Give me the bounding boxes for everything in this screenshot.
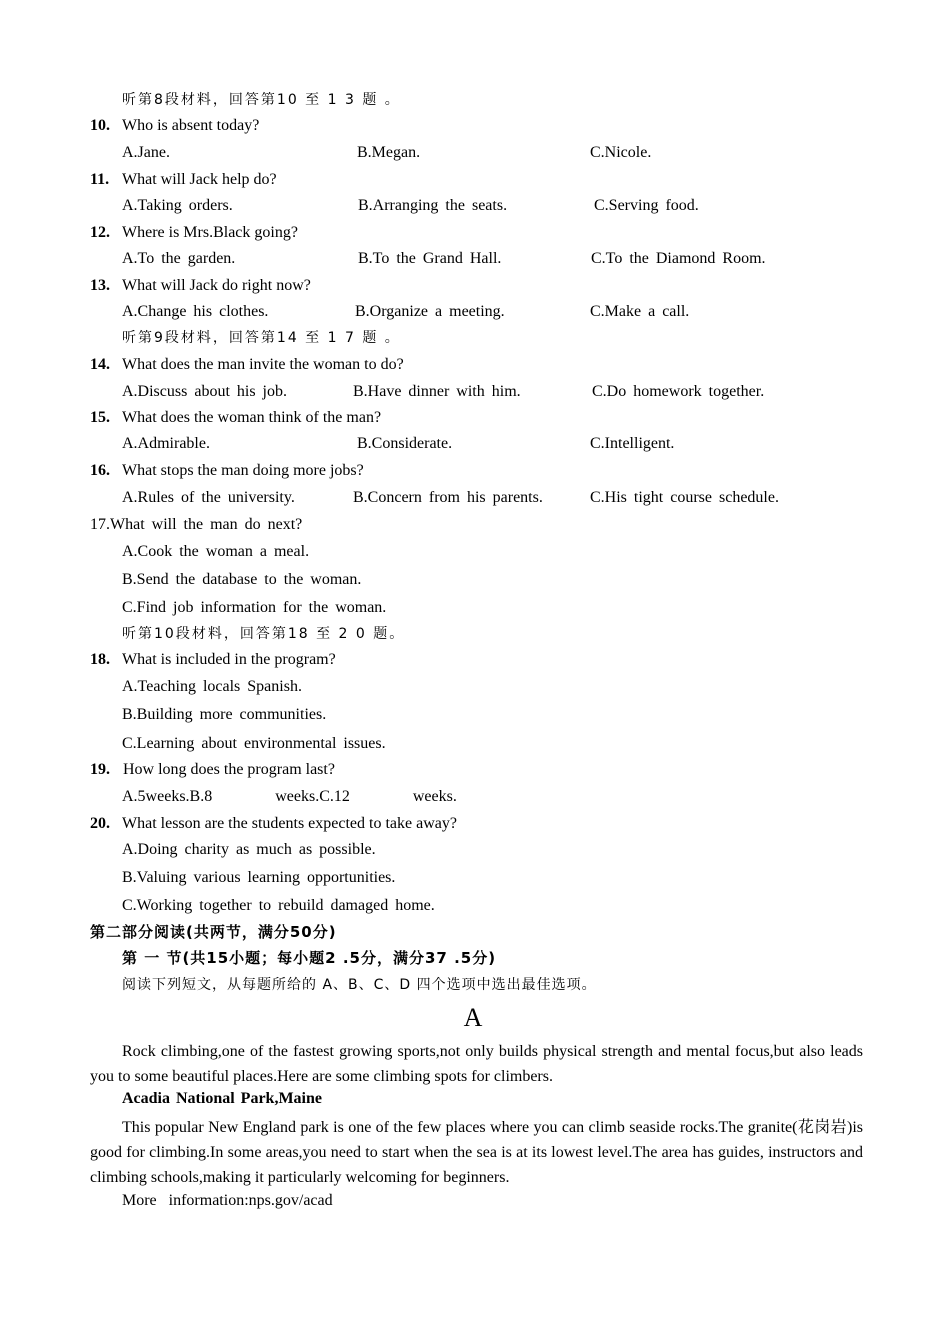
section-10-intro: 听第10段材料，回答第18 至 2 0 题。 [122,626,406,642]
question-text: What stops the man doing more jobs? [122,462,364,479]
option-a[interactable]: A.To the garden. [122,250,236,267]
question-number: 20. [90,815,110,832]
question-12 [90,223,298,243]
option-b[interactable]: B.Concern from his parents. [353,489,543,506]
question-13 [90,276,311,296]
question-number: 18. [90,651,110,668]
spot-paragraph [90,1115,863,1190]
option-c[interactable]: C.Intelligent. [590,435,675,452]
question-15 [90,408,382,428]
option-b[interactable]: B.Considerate. [357,435,453,452]
intro-paragraph-text: Rock climbing,one of the fastest growing sports,not only builds physical strength and mental focus,but also leads you to some beautiful places.Here are some climbing spots for climbers. [90,1043,863,1085]
section-8-intro: 听第8段材料，回答第10 至 1 3 题 。 [122,92,401,108]
question-number: 10. [90,117,110,134]
section-9-intro: 听第9段材料，回答第14 至 1 7 题 。 [122,330,401,346]
question-number: 12. [90,224,110,241]
option-b[interactable]: B.Building more communities. [122,706,327,723]
more-info: More information:nps.gov/acad [122,1192,333,1209]
question-text: What will Jack help do? [122,171,277,188]
option-c[interactable]: C.Make a call. [590,303,690,320]
option-a[interactable]: A.Change his clothes. [122,303,269,320]
question-number: 19. [90,761,110,778]
option-c[interactable]: C.To the Diamond Room. [591,250,766,267]
option-c[interactable]: C.Find job information for the woman. [122,599,387,616]
question-text: Who is absent today? [122,117,260,134]
question-11 [90,170,277,190]
option-b[interactable]: B.Have dinner with him. [353,383,521,400]
question-number: 11. [90,171,110,188]
question-17 [90,515,302,535]
reading-part-title: 第二部分阅读(共两节，满分50分) [90,923,337,941]
question-10 [90,116,260,136]
question-text: How long does the program last? [123,761,335,778]
option-b[interactable]: B.Megan. [357,144,421,161]
question-19 [90,760,335,780]
question-text: What lesson are the students expected to take away? [122,815,457,832]
question-text: What does the man invite the woman to do? [122,356,404,373]
reading-section-title: 第 一 节(共15小题；每小题2 .5分，满分37 .5分) [122,949,497,967]
option-a[interactable]: A.Discuss about his job. [122,383,287,400]
option-a[interactable]: A.Admirable. [122,435,210,452]
option-a[interactable]: A.Cook the woman a meal. [122,543,310,560]
question-number: 16. [90,462,110,479]
passage-letter: A [463,1003,483,1032]
question-text: What is included in the program? [122,651,336,668]
option-c[interactable]: C.Learning about environmental issues. [122,735,386,752]
option-b[interactable]: B.Arranging the seats. [358,197,508,214]
question-number: 13. [90,277,110,294]
question-number: 17. [90,516,110,533]
option-c[interactable]: C.Do homework together. [592,383,765,400]
option-c[interactable]: C.Nicole. [590,144,652,161]
option-a[interactable]: A.Doing charity as much as possible. [122,841,376,858]
question-text: What will the man do next? [110,516,303,533]
option-c[interactable]: C.His tight course schedule. [590,489,779,506]
question-text: What will Jack do right now? [122,277,311,294]
option-b[interactable]: B.To the Grand Hall. [358,250,502,267]
option-a[interactable]: A.Rules of the university. [122,489,295,506]
question-number: 15. [90,409,110,426]
option-a[interactable]: A.Taking orders. [122,197,233,214]
options-combined[interactable]: A.5weeks.B.8 weeks.C.12 weeks. [122,788,457,805]
option-b[interactable]: B.Organize a meeting. [355,303,505,320]
spot-paragraph-text: This popular New England park is one of the few places where you can climb seaside rocks.The granite(花岗岩)is good for climbing.In some areas,you need to start when the sea is at its lowest level.The area has guides, instructors and climbing schools,making it particularly welcoming for beginners. [90,1119,863,1186]
question-text: What does the woman think of the man? [122,409,382,426]
option-b[interactable]: B.Valuing various learning opportunities. [122,869,396,886]
option-a[interactable]: A.Jane. [122,144,170,161]
question-text: Where is Mrs.Black going? [122,224,298,241]
spot-title: Acadia National Park,Maine [122,1090,322,1107]
option-c[interactable]: C.Serving food. [594,197,699,214]
question-16 [90,461,364,481]
question-number: 14. [90,356,110,373]
option-a[interactable]: A.Teaching locals Spanish. [122,678,302,695]
question-18 [90,650,336,670]
reading-instruction: 阅读下列短文，从每题所给的 A、B、C、D 四个选项中选出最佳选项。 [122,977,597,993]
question-14 [90,355,404,375]
option-c[interactable]: C.Working together to rebuild damaged home. [122,897,435,914]
question-20 [90,814,457,834]
intro-paragraph [90,1039,863,1089]
option-b[interactable]: B.Send the database to the woman. [122,571,362,588]
